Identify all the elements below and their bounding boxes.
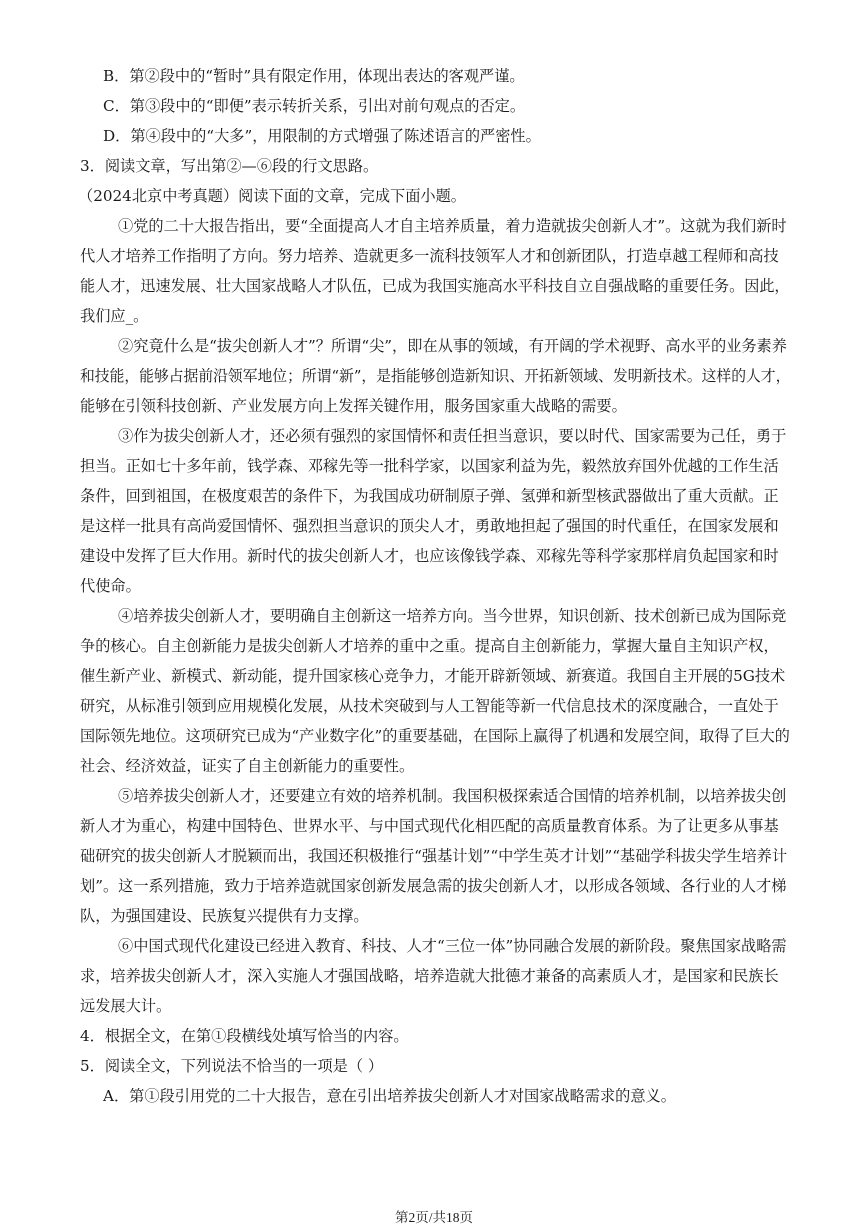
paragraph-1-line: 能人才，迅速发展、壮大国家战略人才队伍，已成为我国实施高水平科技自立自强战略的重要任务。因此， xyxy=(80,277,790,295)
paragraph-4-line: 国际领先地位。这项研究已成为“产业数字化”的重要基础，在国际上赢得了机遇和发展空间，取得了巨大的 xyxy=(80,727,790,745)
paragraph-4-line: 催生新产业、新模式、新动能，提升国家核心竞争力，才能开辟新领域、新赛道。我国自主开展的5G技术 xyxy=(80,667,786,685)
paragraph-1-line: ①党的二十大报告指出，要“全面提高人才自主培养质量，着力造就拔尖创新人才”。这就为我们新时 xyxy=(118,217,787,235)
page-number-footer: 第2页/共18页 xyxy=(394,1210,473,1225)
paragraph-3-line: 条件，回到祖国，在极度艰苦的条件下，为我国成功研制原子弹、氢弹和新型核武器做出了重大贡献。正 xyxy=(80,487,779,505)
paragraph-6-line: ⑥中国式现代化建设已经进入教育、科技、人才“三位一体”协同融合发展的新阶段。聚焦国家战略需 xyxy=(118,937,787,955)
paragraph-5-line: 新人才为重心，构建中国特色、世界水平、与中国式现代化相匹配的高质量教育体系。为了让更多从事基 xyxy=(80,817,779,835)
paragraph-2-line: ②究竟什么是“拔尖创新人才”？所谓“尖”，即在从事的领域，有开阔的学术视野、高水平的业务素养 xyxy=(118,337,787,355)
paragraph-4-line: 社会、经济效益，证实了自主创新能力的重要性。 xyxy=(80,757,415,775)
paragraph-5-line: ⑤培养拔尖创新人才，还要建立有效的培养机制。我国积极探索适合国情的培养机制，以培养拔尖创 xyxy=(118,787,787,805)
paragraph-5-line: 划”。这一系列措施，致力于培养造就国家创新发展急需的拔尖创新人才，以形成各领域、各行业的人才梯 xyxy=(80,877,787,895)
question-5: 5．阅读全文，下列说法不恰当的一项是（ ） xyxy=(80,1057,384,1075)
paragraph-3-line: 建设中发挥了巨大作用。新时代的拔尖创新人才，也应该像钱学森、邓稼先等科学家那样肩负起国家和时 xyxy=(80,547,779,565)
option-c: C．第③段中的“即便”表示转折关系，引出对前句观点的否定。 xyxy=(103,97,526,115)
paragraph-4-line: 研究，从标准引领到应用规模化发展，从技术突破到与人工智能等新一代信息技术的深度融合，一直处于 xyxy=(80,697,779,715)
paragraph-5-line: 础研究的拔尖创新人才脱颖而出，我国还积极推行“强基计划”“中学生英才计划”“基础学科拔尖学生培养计 xyxy=(80,847,788,865)
paragraph-1-line: 我们应_。 xyxy=(80,307,149,325)
paragraph-6-line: 求，培养拔尖创新人才，深入实施人才强国战略，培养造就大批德才兼备的高素质人才，是国家和民族长 xyxy=(80,967,779,985)
paragraph-5-line: 队，为强国建设、民族复兴提供有力支撑。 xyxy=(80,907,369,925)
option-b: B．第②段中的“暂时”具有限定作用，体现出表达的客观严谨。 xyxy=(103,67,525,85)
option-d: D．第④段中的“大多”，用限制的方式增强了陈述语言的严密性。 xyxy=(103,127,541,145)
paragraph-3-line: 代使命。 xyxy=(80,577,141,595)
paragraph-2-line: 和技能，能够占据前沿领军地位；所谓“新”，是指能够创造新知识、开拓新领域、发明新技术。这样的人才， xyxy=(80,367,791,385)
paragraph-1-line: 代人才培养工作指明了方向。努力培养、造就更多一流科技领军人才和创新团队，打造卓越工程师和高技 xyxy=(80,247,779,265)
paragraph-3-line: 是这样一批具有高尚爱国情怀、强烈担当意识的顶尖人才，勇敢地担起了强国的时代重任，在国家发展和 xyxy=(80,517,779,535)
paragraph-6-line: 远发展大计。 xyxy=(80,997,172,1015)
paragraph-3-line: ③作为拔尖创新人才，还必须有强烈的家国情怀和责任担当意识，要以时代、国家需要为己任，勇于 xyxy=(118,427,787,445)
source-line: （2024北京中考真题）阅读下面的文章，完成下面小题。 xyxy=(78,187,466,205)
question-3: 3．阅读文章，写出第②—⑥段的行文思路。 xyxy=(80,157,379,175)
question-5-option-a: A．第①段引用党的二十大报告，意在引出培养拔尖创新人才对国家战略需求的意义。 xyxy=(103,1087,676,1105)
paragraph-4-line: 争的核心。自主创新能力是拔尖创新人才培养的重中之重。提高自主创新能力，掌握大量自主知识产权， xyxy=(80,637,779,655)
question-4: 4．根据全文，在第①段横线处填写恰当的内容。 xyxy=(80,1027,409,1045)
paragraph-2-line: 能够在引领科技创新、产业发展方向上发挥关键作用，服务国家重大战略的需要。 xyxy=(80,397,627,415)
paragraph-3-line: 担当。正如七十多年前，钱学森、邓稼先等一批科学家，以国家利益为先，毅然放弃国外优越的工作生活 xyxy=(80,457,779,475)
paragraph-4-line: ④培养拔尖创新人才，要明确自主创新这一培养方向。当今世界，知识创新、技术创新已成为国际竞 xyxy=(118,607,787,625)
